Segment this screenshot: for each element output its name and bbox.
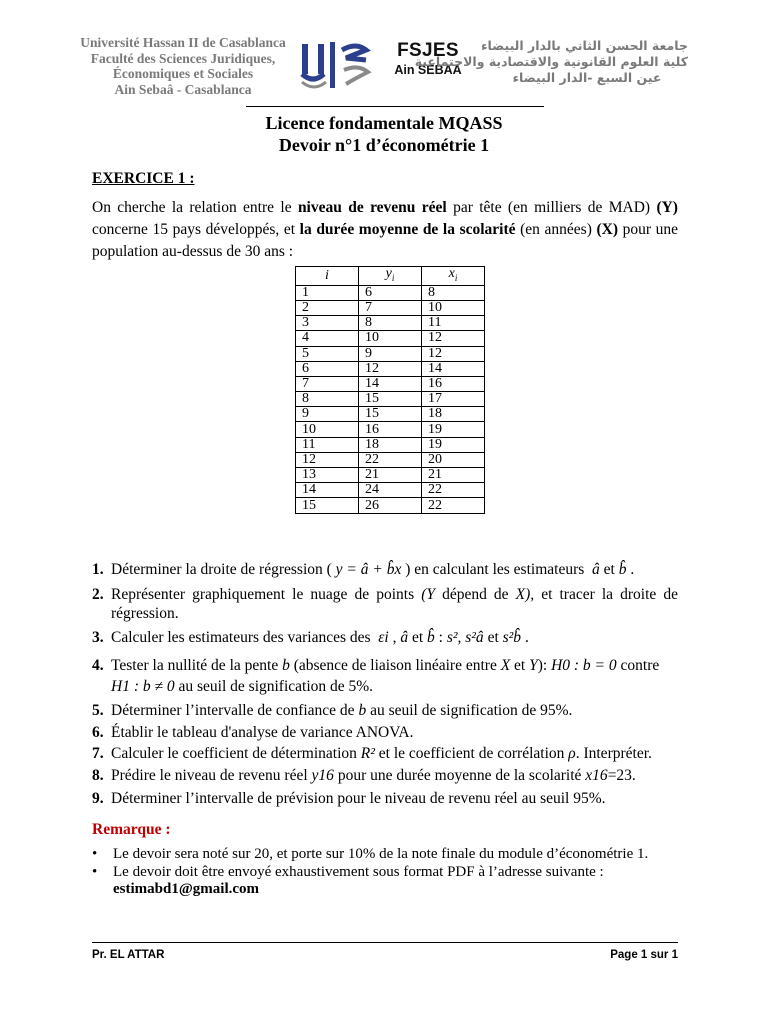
- cell-xi: 11: [422, 316, 485, 331]
- footer-divider: [92, 942, 678, 943]
- header-ar-line: جامعة الحسن الثاني بالدار البيضاء: [481, 38, 688, 53]
- header-divider: [246, 106, 544, 107]
- cell-yi: 9: [359, 346, 422, 361]
- cell-xi: 21: [422, 468, 485, 483]
- cell-yi: 16: [359, 422, 422, 437]
- question-6: 6. Établir le tableau d'analyse de variance ANOVA.: [92, 724, 414, 741]
- data-table: [295, 266, 485, 514]
- question-3: 3. Calculer les estimateurs des variances des εi , â et b̂ : s², s²â et s²b̂ .: [92, 629, 529, 646]
- table-row: [296, 285, 485, 300]
- assignment-title: Devoir n°1 d’économétrie 1: [278, 135, 490, 155]
- header-fr-line: Université Hassan II de Casablanca: [80, 35, 286, 50]
- cell-yi: 21: [359, 468, 422, 483]
- header-fr-line: Économiques et Sociales: [112, 66, 254, 81]
- question-4: 4. Tester la nullité de la pente b (absence de liaison linéaire entre X et Y): H0 : b = 0 contre H1 : b ≠ 0 au seuil de signification de 5%.: [92, 657, 660, 695]
- cell-yi: 15: [359, 392, 422, 407]
- cell-yi: 22: [359, 452, 422, 467]
- header-i: i: [296, 267, 359, 286]
- cell-yi: 12: [359, 361, 422, 376]
- contact-email: estimabd1@gmail.com: [113, 881, 260, 897]
- cell-yi: 10: [359, 331, 422, 346]
- bullet-icon: •: [92, 846, 98, 862]
- table-row: [296, 498, 485, 513]
- header-fr-line: Ain Sebaâ - Casablanca: [114, 81, 252, 97]
- header-xi: $x_i$: [422, 267, 485, 286]
- cell-i: 13: [296, 468, 359, 483]
- faculty-logo-sub: Ain SEBAA: [394, 63, 462, 77]
- cell-i: 10: [296, 422, 359, 437]
- cell-yi: 7: [359, 300, 422, 315]
- table-header-row: [296, 267, 485, 286]
- cell-xi: 20: [422, 452, 485, 467]
- cell-yi: 18: [359, 437, 422, 452]
- cell-xi: 19: [422, 422, 485, 437]
- table-row: [296, 407, 485, 422]
- table-row: [296, 331, 485, 346]
- footer-author: Pr. EL ATTAR: [92, 949, 165, 961]
- cell-xi: 22: [422, 498, 485, 513]
- cell-xi: 22: [422, 483, 485, 498]
- cell-i: 1: [296, 285, 359, 300]
- cell-xi: 8: [422, 285, 485, 300]
- footer-page-number: Page 1 sur 1: [610, 949, 678, 961]
- cell-yi: 8: [359, 316, 422, 331]
- program-title: Licence fondamentale MQASS: [265, 113, 503, 133]
- table-row: [296, 452, 485, 467]
- cell-i: 5: [296, 346, 359, 361]
- question-2: 2. Représenter graphiquement le nuage de points (Y dépend de X), et tracer la droite de régression.: [92, 586, 678, 622]
- cell-xi: 16: [422, 376, 485, 391]
- table-row: [296, 346, 485, 361]
- cell-i: 2: [296, 300, 359, 315]
- table-row: [296, 376, 485, 391]
- exercise-intro: On cherche la relation entre le niveau de revenu réel par tête (en milliers de MAD) (Y) concerne 15 pays développés, et la durée moyenne de la scolarité (en années) (X) pour une population au-dessus de 30 ans :: [92, 199, 678, 260]
- cell-xi: 17: [422, 392, 485, 407]
- cell-i: 3: [296, 316, 359, 331]
- table-row: [296, 316, 485, 331]
- cell-yi: 24: [359, 483, 422, 498]
- cell-xi: 14: [422, 361, 485, 376]
- cell-yi: 14: [359, 376, 422, 391]
- faculty-logo-text: FSJES: [397, 40, 459, 61]
- table-row: [296, 361, 485, 376]
- exercise-heading: EXERCICE 1 :: [92, 170, 195, 187]
- remark-bullet: • Le devoir doit être envoyé exhaustivement sous format PDF à l’adresse suivante : estimabd1@gmail.com: [92, 864, 604, 897]
- table-row: [296, 483, 485, 498]
- cell-i: 4: [296, 331, 359, 346]
- cell-yi: 6: [359, 285, 422, 300]
- remark-bullet: • Le devoir sera noté sur 20, et porte sur 10% de la note finale du module d’économétrie 1.: [92, 846, 649, 862]
- university-logo-icon: [300, 40, 372, 92]
- header-ar-line: كلية العلوم القانونية والاقتصادية والاجتماعية: [414, 54, 688, 69]
- remark-heading: Remarque :: [92, 821, 171, 838]
- cell-xi: 12: [422, 346, 485, 361]
- table-row: [296, 392, 485, 407]
- cell-i: 6: [296, 361, 359, 376]
- question-7: 7. Calculer le coefficient de détermination R² et le coefficient de corrélation ρ. Interpréter.: [92, 745, 652, 762]
- bullet-icon: •: [92, 864, 98, 880]
- cell-i: 12: [296, 452, 359, 467]
- header-ar-line: عين السبع -الدار البيضاء: [512, 70, 662, 85]
- cell-xi: 19: [422, 437, 485, 452]
- cell-yi: 15: [359, 407, 422, 422]
- table-row: [296, 468, 485, 483]
- table-row: [296, 300, 485, 315]
- institution-name-fr: [76, 35, 290, 97]
- cell-i: 14: [296, 483, 359, 498]
- cell-yi: 26: [359, 498, 422, 513]
- cell-i: 11: [296, 437, 359, 452]
- question-1: 1. Déterminer la droite de régression ( y = â + b̂x ) en calculant les estimateurs â et b̂ .: [92, 561, 635, 578]
- table-row: [296, 437, 485, 452]
- cell-xi: 10: [422, 300, 485, 315]
- header-yi: $y_i$: [359, 267, 422, 286]
- cell-i: 9: [296, 407, 359, 422]
- cell-i: 7: [296, 376, 359, 391]
- question-9: 9. Déterminer l’intervalle de prévision pour le niveau de revenu réel au seuil 95%.: [92, 790, 606, 807]
- cell-xi: 12: [422, 331, 485, 346]
- question-8: 8. Prédire le niveau de revenu réel y16 pour une durée moyenne de la scolarité x16=23.: [92, 767, 636, 784]
- question-5: 5. Déterminer l’intervalle de confiance de b au seuil de signification de 95%.: [92, 702, 573, 719]
- header-fr-line: Faculté des Sciences Juridiques,: [90, 50, 276, 66]
- cell-xi: 18: [422, 407, 485, 422]
- table-row: [296, 422, 485, 437]
- cell-i: 8: [296, 392, 359, 407]
- cell-i: 15: [296, 498, 359, 513]
